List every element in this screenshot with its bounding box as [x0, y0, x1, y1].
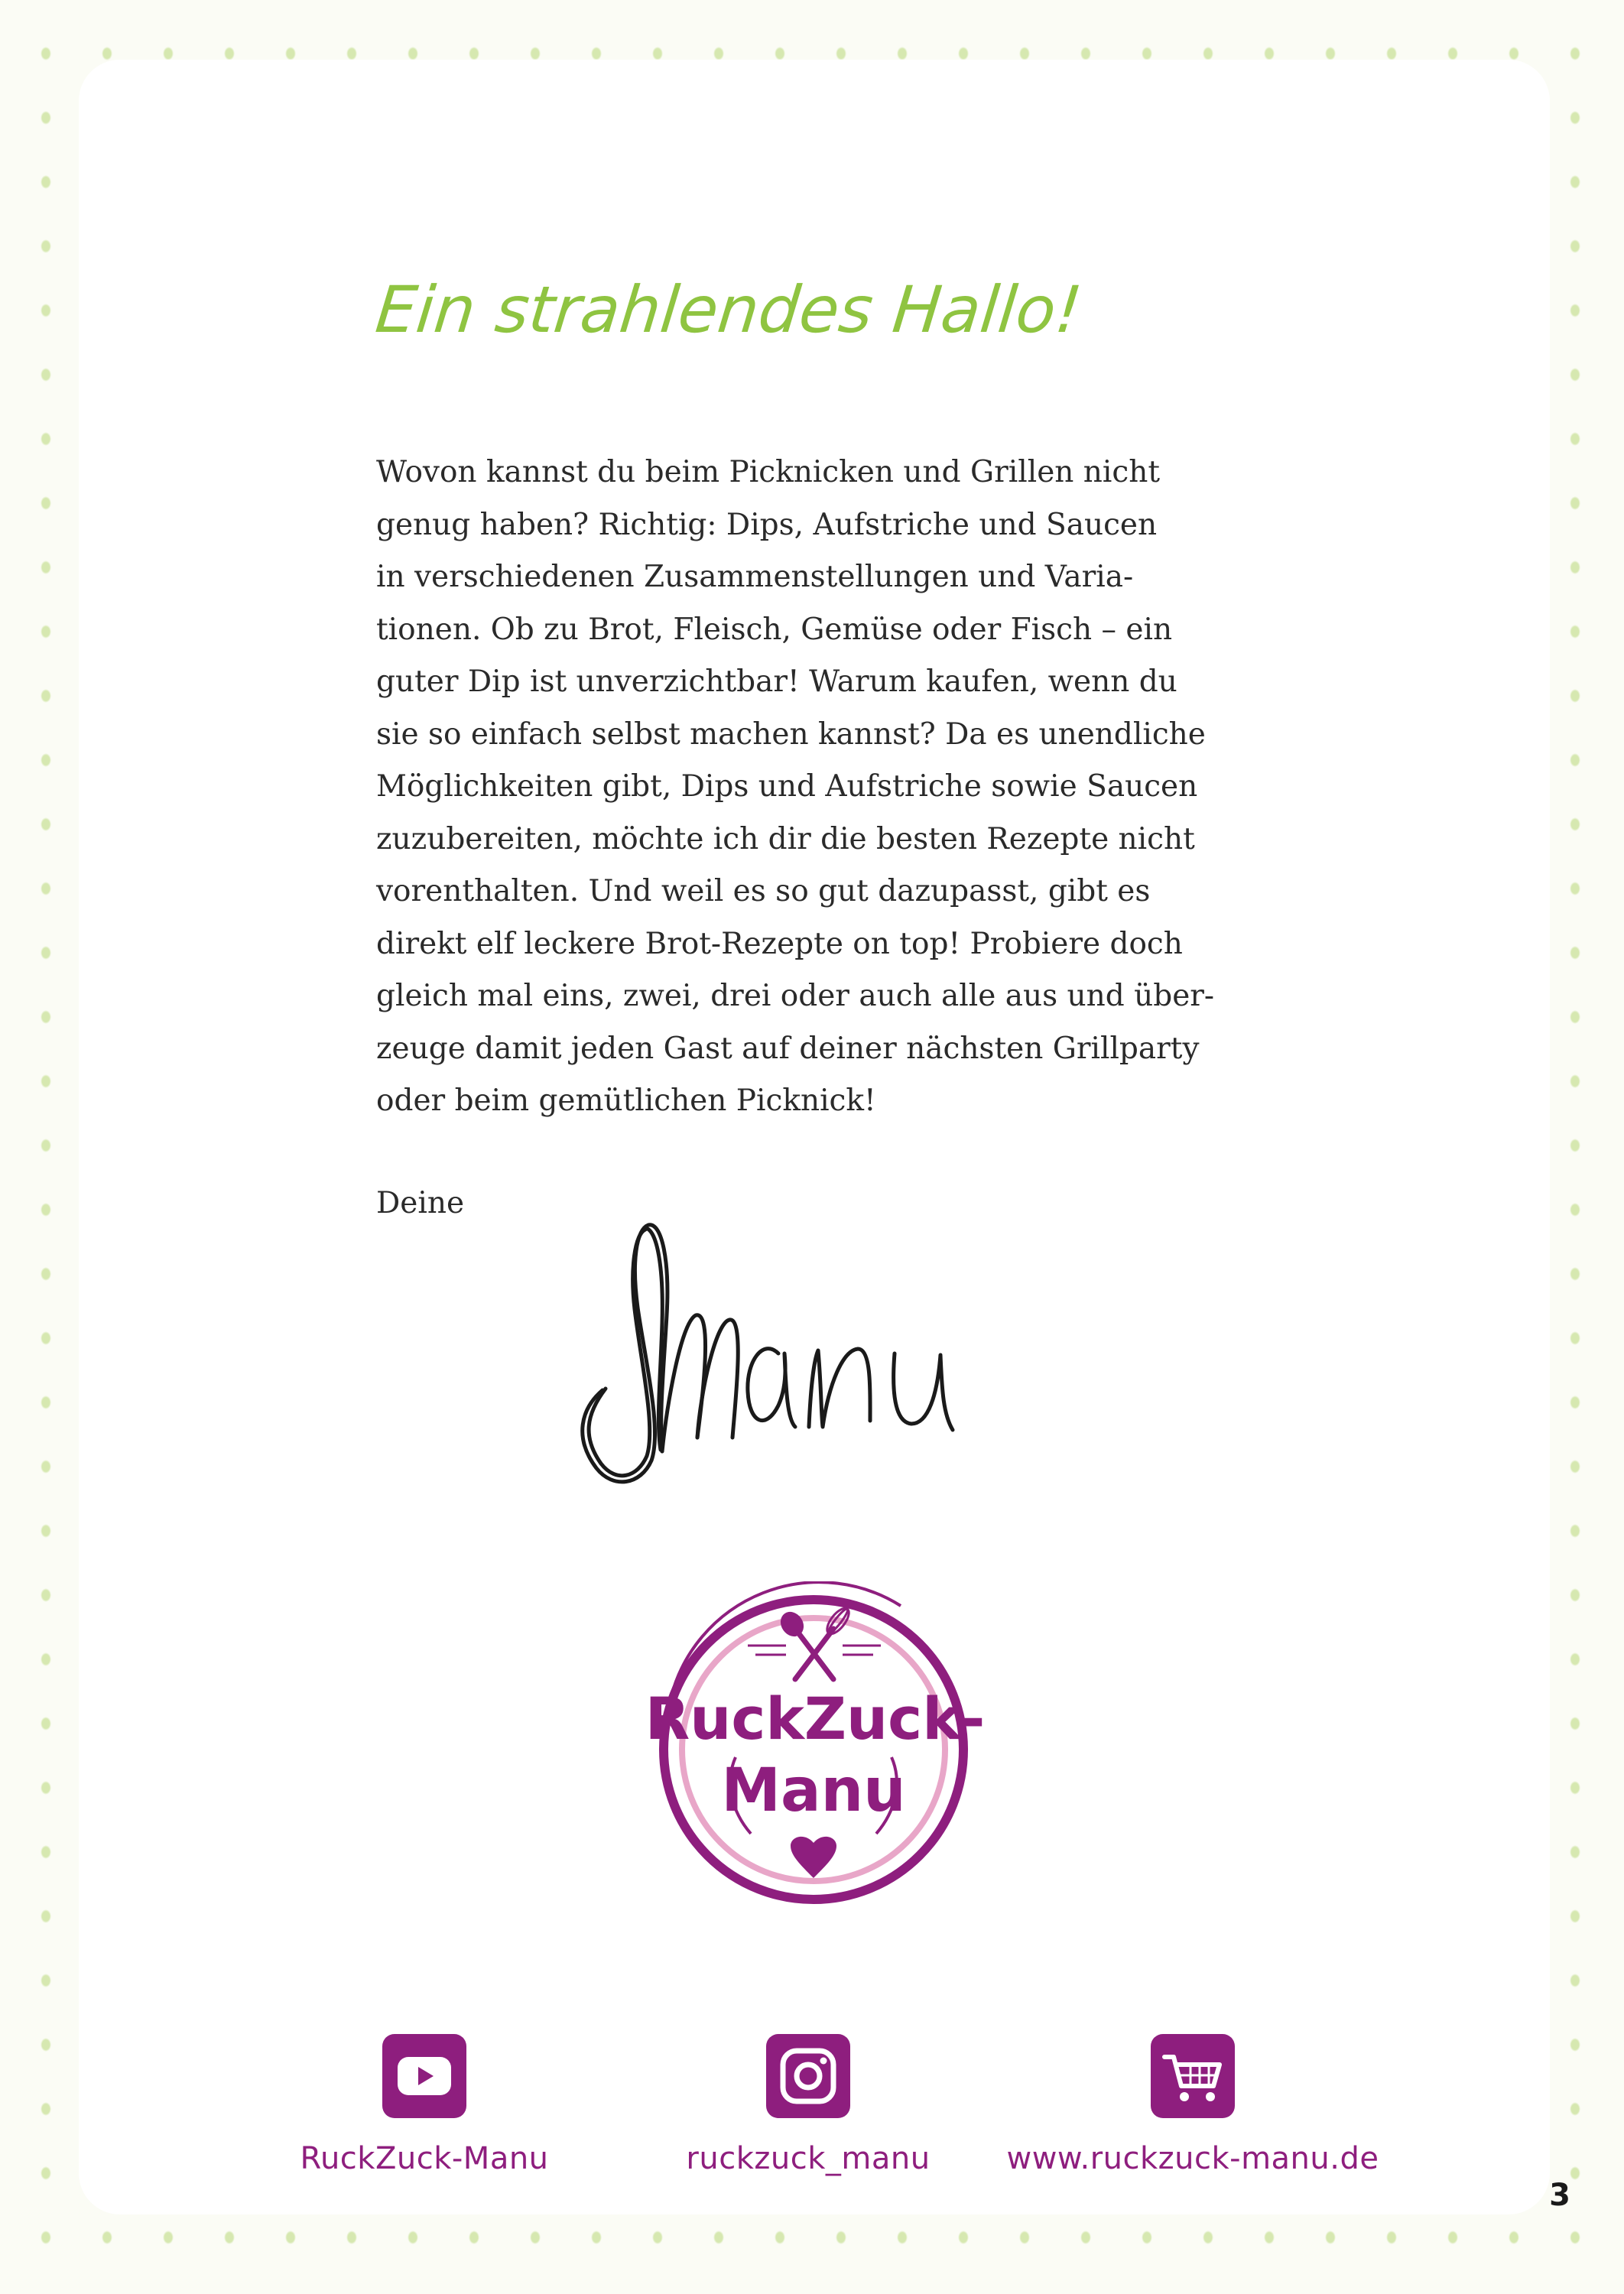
intro-line: genug haben? Richtig: Dips, Aufstriche und Saucen [376, 507, 1158, 542]
intro-line: oder beim gemütlichen Picknick! [376, 1084, 876, 1118]
intro-line: tionen. Ob zu Brot, Fleisch, Gemüse oder Fisch – ein [376, 612, 1173, 647]
intro-line: sie so einfach selbst machen kannst? Da es unendliche [376, 716, 1206, 752]
closing-greeting: Deine [376, 1186, 465, 1220]
logo-text-line2: Manu [721, 1756, 906, 1825]
youtube-link-icon[interactable] [382, 2034, 466, 2118]
brand-logo [641, 1581, 986, 1912]
shopping-cart-icon [1151, 2034, 1235, 2118]
shop-link-icon[interactable] [1151, 2034, 1235, 2118]
instagram-handle-link[interactable]: ruckzuck_manu [686, 2141, 931, 2176]
signature-drawing [566, 1208, 979, 1499]
youtube-channel-link[interactable]: RuckZuck-Manu [300, 2141, 549, 2176]
intro-text [376, 447, 1248, 1128]
intro-line: zeuge damit jeden Gast auf deiner nächsten Grillparty [376, 1031, 1200, 1066]
page-title: Ein strahlendes Hallo! [372, 272, 1086, 347]
page-number: 3 [1549, 2178, 1570, 2213]
logo-text-line1: RuckZuck- [645, 1685, 986, 1753]
intro-line: gleich mal eins, zwei, drei oder auch alle aus und über- [376, 979, 1215, 1013]
intro-line: guter Dip ist unverzichtbar! Warum kaufen, wenn du [376, 664, 1177, 699]
youtube-icon [382, 2034, 466, 2118]
instagram-icon [766, 2034, 850, 2118]
intro-line: Wovon kannst du beim Picknicken und Grillen nicht [376, 455, 1161, 489]
website-link[interactable]: www.ruckzuck-manu.de [1006, 2141, 1379, 2176]
instagram-link-icon[interactable] [766, 2034, 850, 2118]
intro-line: Möglichkeiten gibt, Dips und Aufstriche sowie Saucen [376, 769, 1198, 804]
intro-line: zuzubereiten, möchte ich dir die besten Rezepte nicht [376, 821, 1195, 856]
intro-line: in verschiedenen Zusammenstellungen und Varia- [376, 560, 1134, 594]
intro-line: vorenthalten. Und weil es so gut dazupasst, gibt es [376, 874, 1151, 908]
intro-line: direkt elf leckere Brot-Rezepte on top! Probiere doch [376, 926, 1183, 961]
